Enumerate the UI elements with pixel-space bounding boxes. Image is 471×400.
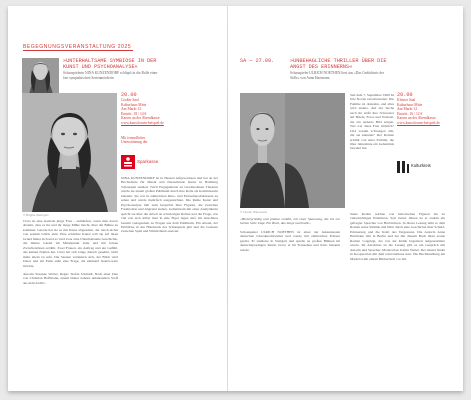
body-text-right-col2: Seine Rollen reichen von historischen Figuren bis zu vielschichtigen Ermittlern. Seit vielen Jahren ist er zudem ein gefragter Sprecher von Hörbüchern. In dieser Lesung leiht er dem Roman seine Stimme und führt durch eine Geschichte über Schuld, Erinnerung und die Kraft des Vergessens. Die Autorin Anna Hartmann lebt in Berlin und hat mit diesem Buch ihren ersten Roman vorgelegt, der von der Kritik begeistert aufgenommen wurde. Im Anschluss an die Lesung gibt es ein Gespräch mit Autorin und Sprecher. Moderation: Katrin Weber. Der Abend findet in Kooperation mit dem Literaturhaus statt. Die Buchhandlung am Markt ist mit einem Büchertisch vor Ort. bbox=[350, 212, 445, 261]
series-title: BEGEGNUNGSVERANSTALTUNG 2025 bbox=[23, 44, 132, 50]
info-line: Am Markt 12 bbox=[397, 107, 418, 112]
body-paragraph: Schauspieler ULRICH NOETHEN ist einer der bekanntesten deutschen Charakterdarsteller und wurde mit zahlreichen Preisen geehrt. Er studierte in Stuttgart und spielte an großen Bühnen im deutschsprachigen Raum, bevor er im Fernsehen und Kino bekannt wurde. bbox=[240, 229, 340, 252]
info-website-link[interactable]: www.kunstforum-beispiel.de bbox=[397, 120, 440, 125]
info-line: Kulturhaus Mitte bbox=[121, 102, 147, 107]
info-line: Eintritt: 18 / 14 € bbox=[121, 111, 147, 116]
event-date-right: SA — 27.09. bbox=[240, 58, 275, 64]
review-quote: »Hintergründig und präzise erzählt, mit einer Spannung, die bis zur letzten Seite trägt. Ein Buch, das lange nachhallt.« bbox=[240, 217, 340, 226]
event-subtitle-left: Schauspielerin NINA KUNZENDORF schlüpft in die Rolle einer fast sympathischen Serienmörderin bbox=[63, 71, 158, 80]
portrait-nina-image bbox=[22, 93, 117, 212]
body-paragraph: Clara ist eine normale junge Frau – zumindest, wenn man davon absieht, dass es ihr und ihr lange Mühe macht, über die Bühne zu kommen. Gerade hat sie es mit Kasse abgesehen, der rauch nichts von seinem Glück ahnt. Eine schlichte Kunst will sie auf ihren Grund hinter sich und es wird zwar eine Unterhaltsame Geschichte, die immer wieder im Mittelpunkt steht und mit feinen Zwischentönen erzählt. Zwei Frauen, ein Auftrag und ein Gefühl, das keinen Namen hat. Clara hat sich lange danach gesehnt, nicht mehr allein zu sein. Die Szenen verändern sich, der Blick wird klarer und am Ende steht eine Frage, die niemand beantworten möchte. bbox=[23, 219, 118, 268]
info-line: Karten an der Abendkasse bbox=[397, 116, 436, 121]
info-line: Kleiner Saal bbox=[397, 98, 416, 102]
body-text-left-col2: NINA KUNZENDORF ist in Hessen aufgewachsen und hat an der Hochschule für Musik und Darstellende Kunst in Hamburg Schauspiel studiert. Nach Engagements an verschiedenen Theatern wurde sie einem großen Publikum durch ihre Rolle als Kommissarin bekannt. Sie war in zahlreichen Kino- und Fernsehproduktionen zu sehen und wurde mehrfach ausgezeichnet. Die Reihe Kunst und Psychoanalyse lädt zum Gespräch über Figuren, die zwischen Faszination und Abgrund stehen. Gemeinsam mit einer Analytikerin spricht sie über die Arbeit an schwierigen Rollen und die Frage, wie viel von sich selbst man in eine Figur legen darf. Im Anschluss besteht Gelegenheit zu Fragen aus dem Publikum. Ein Abend, der Einblicke in das Handwerk des Schauspiels gibt und die Grenzen zwischen Spiel und Wirklichkeit auslotet. bbox=[121, 176, 218, 234]
body-text-left-col1 bbox=[23, 219, 118, 307]
event-time-left: 20.00 bbox=[121, 92, 137, 98]
body-text-right-col1 bbox=[350, 93, 394, 208]
portrait-photo-right-extension bbox=[285, 93, 345, 208]
body-paragraph: Seit dem 7. September 1969 ist Jule Novak verschwunden. Die Familie ist dreizehn, und alles wird anders. Auf der Suche nach ihr stößt ihre Schwester auf Briefe, Fotos und Notizen, die ein anderes Bild zeigen. Wer war diese Frau wirklich? Und warum schweigen alle, die sie kannten? Der Roman erzählt von einer Familie, die über Jahrzehnte ein Geheimnis bewahrt hat. bbox=[350, 93, 394, 151]
kulturkreis-logo bbox=[397, 160, 432, 172]
portrait-man-image bbox=[240, 93, 285, 208]
page-fold bbox=[227, 6, 228, 391]
info-line: Großer Saal bbox=[121, 98, 139, 102]
body-text-right-col1b bbox=[240, 217, 340, 367]
spacer bbox=[290, 77, 390, 91]
info-line: Karten an der Abendkasse bbox=[121, 116, 160, 121]
kulturkreis-wordmark: Kulturkreis bbox=[411, 163, 431, 168]
info-line: Am Markt 12 bbox=[121, 107, 142, 112]
event-info-right bbox=[397, 92, 441, 126]
event-title-right: »UNBEHAGLICHE THRILLER ÜBER DIE ANGST DES ERINNERNS« bbox=[290, 58, 387, 71]
portrait-photo-large-left bbox=[22, 93, 117, 212]
photo-credit-left: © Brigitte Wehrgart bbox=[23, 213, 49, 217]
portrait-photo-right bbox=[240, 93, 285, 208]
event-subtitle-right: Schauspieler ULRICH NOETHEN liest aus »Das Gedächtnis der Stille« von Anna Hartmann bbox=[290, 71, 384, 80]
event-title-left: »UNTERHALTSAME SYMBIOSE IN DER KUNST UND PSYCHOANALYSE« bbox=[63, 58, 157, 71]
portrait-background-image bbox=[285, 93, 345, 208]
event-time-right: 20.00 bbox=[397, 92, 413, 98]
photo-credit-right: © Florian Wiesmann bbox=[240, 210, 268, 214]
info-line: Kulturhaus Mitte bbox=[397, 102, 423, 107]
sparkasse-wordmark: Sparkasse bbox=[137, 159, 159, 164]
body-paragraph: Autorin Susanne Wolter, Regie: Stefan Schmidt. Nach einer Idee von Christian Hoffmann, einem bisher nahezu unbekannten Stoff aus dem Archiv. bbox=[23, 271, 118, 285]
sponsor-note: Mit freundlicher Unterstützung der bbox=[121, 135, 148, 145]
info-line: Eintritt: 16 / 12 € bbox=[397, 111, 423, 116]
info-website-link[interactable]: www.kunstforum-beispiel.de bbox=[121, 120, 164, 125]
event-info-left bbox=[121, 92, 165, 145]
sparkasse-logo bbox=[121, 155, 159, 169]
